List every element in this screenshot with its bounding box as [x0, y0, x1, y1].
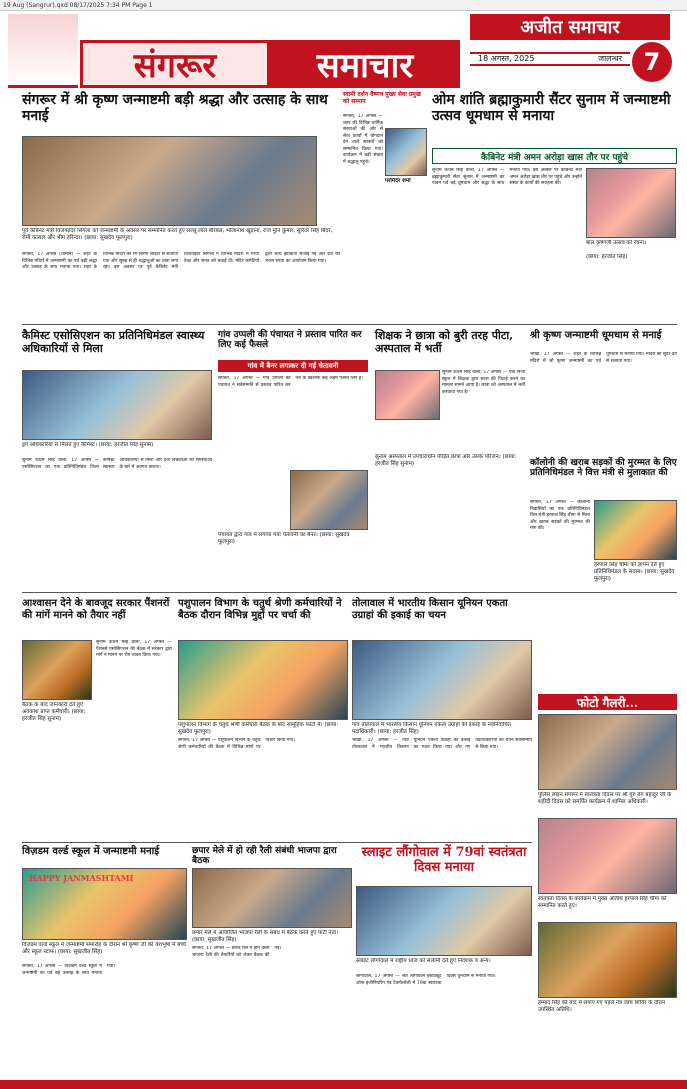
caption-a12: छपार मेले में आयोजित भाजपा रैली के संबंध में बैठक करते हुए पार्टी नेता। (छाया: सुखजीत सिंह): [192, 930, 339, 943]
body-a5-top: सुनाम ऊधम सिंह वाला, 17 अगस्त — एक निजी स्कूल में शिक्षक द्वारा छात्रा की पिटाई करने का मामला सामने आया है। छात्रा को अस्पताल में भर्ती करवाया गया है।: [442, 370, 525, 395]
photo-a8: [22, 640, 92, 700]
caption-a3: ड्रग अधिकारियों से मिलते हुए कैमिस्ट। (छाया: हरजीत सिंह सुनाम): [22, 442, 154, 448]
caption-side: परमिंदर शर्मा: [385, 178, 411, 184]
photo-side: [385, 128, 427, 176]
headline-a1: संगरूर में श्री कृष्ण जन्माष्टमी बड़ी श्रद्धा और उत्साह के साथ मनाई: [22, 92, 328, 125]
photo-a11: [22, 868, 187, 940]
caption-a7: हरपाल सिंह चीमा को ज्ञापन देते हुए प्रतिनिधिमंडल के सदस्य। (छाया: सुखदेव फूलपुरा): [594, 562, 675, 582]
photo-a7: [594, 500, 677, 560]
body-a12: संगरूर, 17 अगस्त — छपार मेले में होने वाली भाजपा रैली की तैयारियों को लेकर बैठक की गई।: [192, 946, 282, 958]
headline-a10: तोलावाल में भारतीय किसान यूनियन एकता उग्राहां की इकाई का चयन: [352, 598, 508, 621]
headline-a5: शिक्षक ने छात्रा को बुरी तरह पीटा, अस्पताल में भर्ती: [375, 329, 514, 355]
headline-a12: छपार मेले में हो रही रैली संबंधी भाजपा द्वारा बैठक: [192, 846, 337, 867]
gallery-title: फोटो गैलरी...: [538, 694, 677, 710]
body-side: संगरूर, 17 अगस्त — शहर की विभिन्न धार्मिक संस्थाओं की ओर से सेवा कार्यों में योगदान देने वाले सदस्यों को सम्मानित किया गया। कार्यक्रम में बड़ी संख्या में श्रद्धालु पहुंचे।: [343, 114, 383, 165]
headline-a9: पशुपालन विभाग के चतुर्थ श्रेणी कर्मचारियों ने बैठक दौरान विभिन्न मुद्दों पर चर्चा की: [178, 598, 342, 621]
masthead-art-left: [8, 14, 78, 88]
caption-a1: पूर्व कैबिनेट मंत्री विजयइंदर सिंगला को जन्माष्टमी के अवसर पर सम्मानित करते हुए लल्लू लाल बीरबल, भोलानाथ खुड़ाना, राज मुनि कुमार, सुरिंदर सिंह बिंदर, रोमी कांसल और भीम हरिन्दर। (छाया: सुखदेव फूलपुरा): [22, 228, 333, 241]
divider-2: [22, 592, 677, 593]
date: 18 अगस्त, 2025: [478, 54, 535, 63]
headline-a11: विज़डम वर्ल्ड स्कूल में जन्माष्टमी मनाई: [22, 846, 160, 857]
caption-a5: सुनाम अस्पताल में उपचाराधीन पीड़ित छात्रा और उसके परिजन। (छाया: हरजीत सिंह सुनाम): [375, 454, 517, 467]
brand-name: अजीत समाचार: [470, 14, 670, 40]
caption-a9: पशुपालन विभाग के चतुर्थ श्रेणी कर्मचारी बैठक के बाद सामूहिक फोटो में। (छाया: सुखदेव फूलपुरा): [178, 722, 339, 735]
headline-a8: आश्वासन देने के बावजूद सरकार पैंशनरों की मांगें मानने को तैयार नहीं: [22, 598, 170, 621]
photo-a3: [22, 370, 212, 440]
headline-a3: कैमिस्ट एसोसिएशन का प्रतिनिधिमंडल स्वास्थ्य अधिकारियों से मिला: [22, 329, 205, 355]
body-a11: संगरूर, 17 अगस्त — विज़डम वर्ल्ड स्कूल में जन्माष्टमी का पर्व बड़े उत्साह के साथ मनाया गया।: [22, 964, 116, 976]
photo-a12: [192, 868, 352, 928]
subhead-a4: गांव में बैनर लगाकर दी गई चेतावनी: [218, 360, 368, 372]
body-a3: सुनाम ऊधम सिंह वाला, 17 अगस्त — कैमिस्ट एसोसिएशन का एक प्रतिनिधिमंडल जिला स्वास्थ्य अधिकारियों से मिला और दवा विक्रेताओं की समस्याओं के बारे में अवगत कराया।: [22, 458, 212, 470]
body-a6: भीखी, 17 अगस्त — शहर के विभिन्न मंदिरों में श्री कृष्ण जन्माष्टमी का पर्व धूमधाम से मनाया गया। मंदिरों को सुंदर ढंग से सजाया गया।: [530, 352, 677, 364]
body-a2: सुनाम ऊधम सिंह वाला, 17 अगस्त — ब्रह्माकुमारी सैंटर सुनाम में जन्माष्टमी का पावन पर्व बड़े धूमधाम और श्रद्धा के साथ मनाया गया। इस अवसर पर कैबिनेट मंत्री अमन अरोड़ा खास तौर पर पहुंचे और उन्होंने संस्था के कार्यों की सराहना की।: [432, 168, 582, 186]
body-a1: संगरूर, 17 अगस्त (धीमान) — शहर के विभिन्न मंदिरों में जन्माष्टमी का पर्व बड़ी श्रद्धा और उत्साह के साथ मनाया गया। शहर के विभिन्न मंदिरों को रंग-बिरंगी लाइटों से सजाया गया और सुबह से ही श्रद्धालुओं का तांता लगा रहा। इस अवसर पर पूर्व कैबिनेट मंत्री विजयइंदर सिंगला ने विभिन्न मंदिरों में माथा टेका और संगत को बधाई दी। मंदिर कमेटियों द्वारा भव्य झांकियां सजाई गईं और रात को भजन संध्या का आयोजन किया गया।: [22, 252, 340, 270]
gallery-caption-3: हम्माद सिंह की याद में लगाए गए पहले नेत्र जांच शिविर के दौरान उपस्थित अतिथि।: [538, 1000, 666, 1013]
caption-a11: विज़डम वर्ल्ड स्कूल में जन्माष्टमी समारोह के दौरान श्री कृष्ण जी की वेशभूषा में बच्चे और स्कूल स्टाफ। (छाया: सुखजीत सिंह): [22, 942, 186, 955]
body-a7: संगरूर, 17 अगस्त — कॉलोनी निवासियों का एक प्रतिनिधिमंडल वित्त मंत्री हरपाल सिंह चीमा से मिला और खराब सड़कों की मुरम्मत की मांग की।: [530, 500, 590, 531]
caption-a4: पंचायत द्वारा गांव में लगाया गया चेतावनी का बैनर। (छाया: सुखदेव फूलपुरा): [218, 532, 350, 545]
gallery-photo-3: [538, 922, 677, 998]
photo-a11-banner: HAPPY JANMASHTAMI: [29, 873, 134, 883]
page-number: 7: [632, 42, 672, 82]
headline-a6: श्री कृष्ण जन्माष्टमी धूमधाम से मनाई: [530, 330, 662, 341]
photo-a2: [586, 168, 676, 238]
divider-3: [22, 842, 532, 843]
dateline: [470, 52, 630, 66]
caption-a13: स्लाइट लौंगोवाल में राष्ट्रीय ध्वज को सलामी देते हुए निदेशक व अन्य।: [356, 958, 491, 964]
body-a9: संगरूर, 17 अगस्त — पशुपालन विभाग के चतुर्थ श्रेणी कर्मचारियों की बैठक में विभिन्न मांगों पर विचार किया गया।: [178, 738, 295, 750]
photo-a13: [356, 886, 532, 956]
masthead: [80, 40, 460, 88]
footer-bar: [0, 1080, 687, 1089]
print-slug: 19 Aug (Sangrur).qxd 08/17/2025 7:34 PM Page 1: [0, 0, 687, 11]
masthead-right-word: समाचार: [270, 40, 460, 88]
gallery-photo-1: [538, 714, 677, 790]
masthead-left-word: संगरूर: [80, 40, 270, 88]
body-a10: भीखी, 17 अगस्त — गांव तोलावाल में भारतीय किसान यूनियन एकता उग्राहां की इकाई का गठन किया गया और नए पदाधिकारियों का चयन सर्वसम्मति से किया गया।: [352, 738, 532, 750]
caption-a2-1: बाल कृष्णजी उत्सव को रचना।: [586, 240, 647, 246]
photo-a1: [22, 136, 317, 226]
city: जालन्धर: [598, 54, 622, 63]
body-a4: संगरूर, 17 अगस्त — गांव उप्पली की पंचायत ने सर्वसम्मति से प्रस्ताव पारित कर नशे के खिलाफ कई अहम फैसले लिए हैं।: [218, 376, 363, 388]
photo-a10: [352, 640, 532, 720]
photo-a9: [178, 640, 348, 720]
gallery-caption-1: पुलिस लाइन संगरूर में स्वतंत्रता दिवस पर श्री गुरु तेग बहादुर जी के शहीदी दिवस को समर्पित कार्यक्रम में शामिल अधिकारी।: [538, 792, 672, 805]
body-a8: सुनाम ऊधम सिंह वाला, 17 अगस्त — पैंशनर्स एसोसिएशन की बैठक में सरकार द्वारा मांगें न मानने पर रोष व्यक्त किया गया।: [96, 640, 172, 658]
caption-a2-2: (छाया: हरजीत सिंह): [586, 254, 628, 260]
photo-a4: [290, 470, 368, 530]
gallery-photo-2: [538, 818, 677, 894]
divider-1: [22, 324, 677, 325]
headline-a7: कॉलोनी की खराब सड़कों की मुरम्मत के लिए प्रतिनिधिमंडल ने वित्त मंत्री से मुलाकात की: [530, 458, 677, 479]
headline-side: स्वामी दर्शन वैष्णव मुख्य सेवा प्रमुख को सम्मान: [343, 91, 421, 105]
headline-a2: ओम शांति ब्रह्माकुमारी सैंटर सुनाम में जन्माष्टमी उत्सव धूमधाम से मनाया: [432, 92, 671, 125]
body-a13: लौंगोवाल, 17 अगस्त — संत लौंगोवाल इंस्टीट्यूट ऑफ इंजीनियरिंग एंड टेक्नोलॉजी में 79वां स्वतंत्रता दिवस धूमधाम से मनाया गया।: [356, 974, 496, 986]
headline-a4: गांव उप्पली की पंचायत ने प्रस्ताव पारित कर लिए कई फैसले: [218, 330, 362, 351]
gallery-caption-2: स्वतंत्रता दिवस के कार्यक्रम में मुख्य अतिथि हरपाल सिंह चीमा को सम्मानित करते हुए।: [538, 896, 667, 909]
headline-a13: स्लाइट लौंगोवाल में 79वां स्वतंत्रता दिवस मनाया: [361, 845, 527, 875]
caption-a10: गांव तोलावाल में भारतीय किसान यूनियन एकता उग्राहां की इकाई के नवनिर्वाचित पदाधिकारी। (छाया: हरजीत सिंह): [352, 722, 511, 735]
subhead-a2: कैबिनेट मंत्री अमन अरोड़ा खास तौर पर पहुंचे: [432, 148, 677, 164]
photo-a5: [375, 370, 440, 420]
caption-a8: बैठक के बाद जानकारी देते हुए अवकाश प्राप्त कर्मचारी। (छाया: हरजीत सिंह सुनाम): [22, 702, 86, 722]
